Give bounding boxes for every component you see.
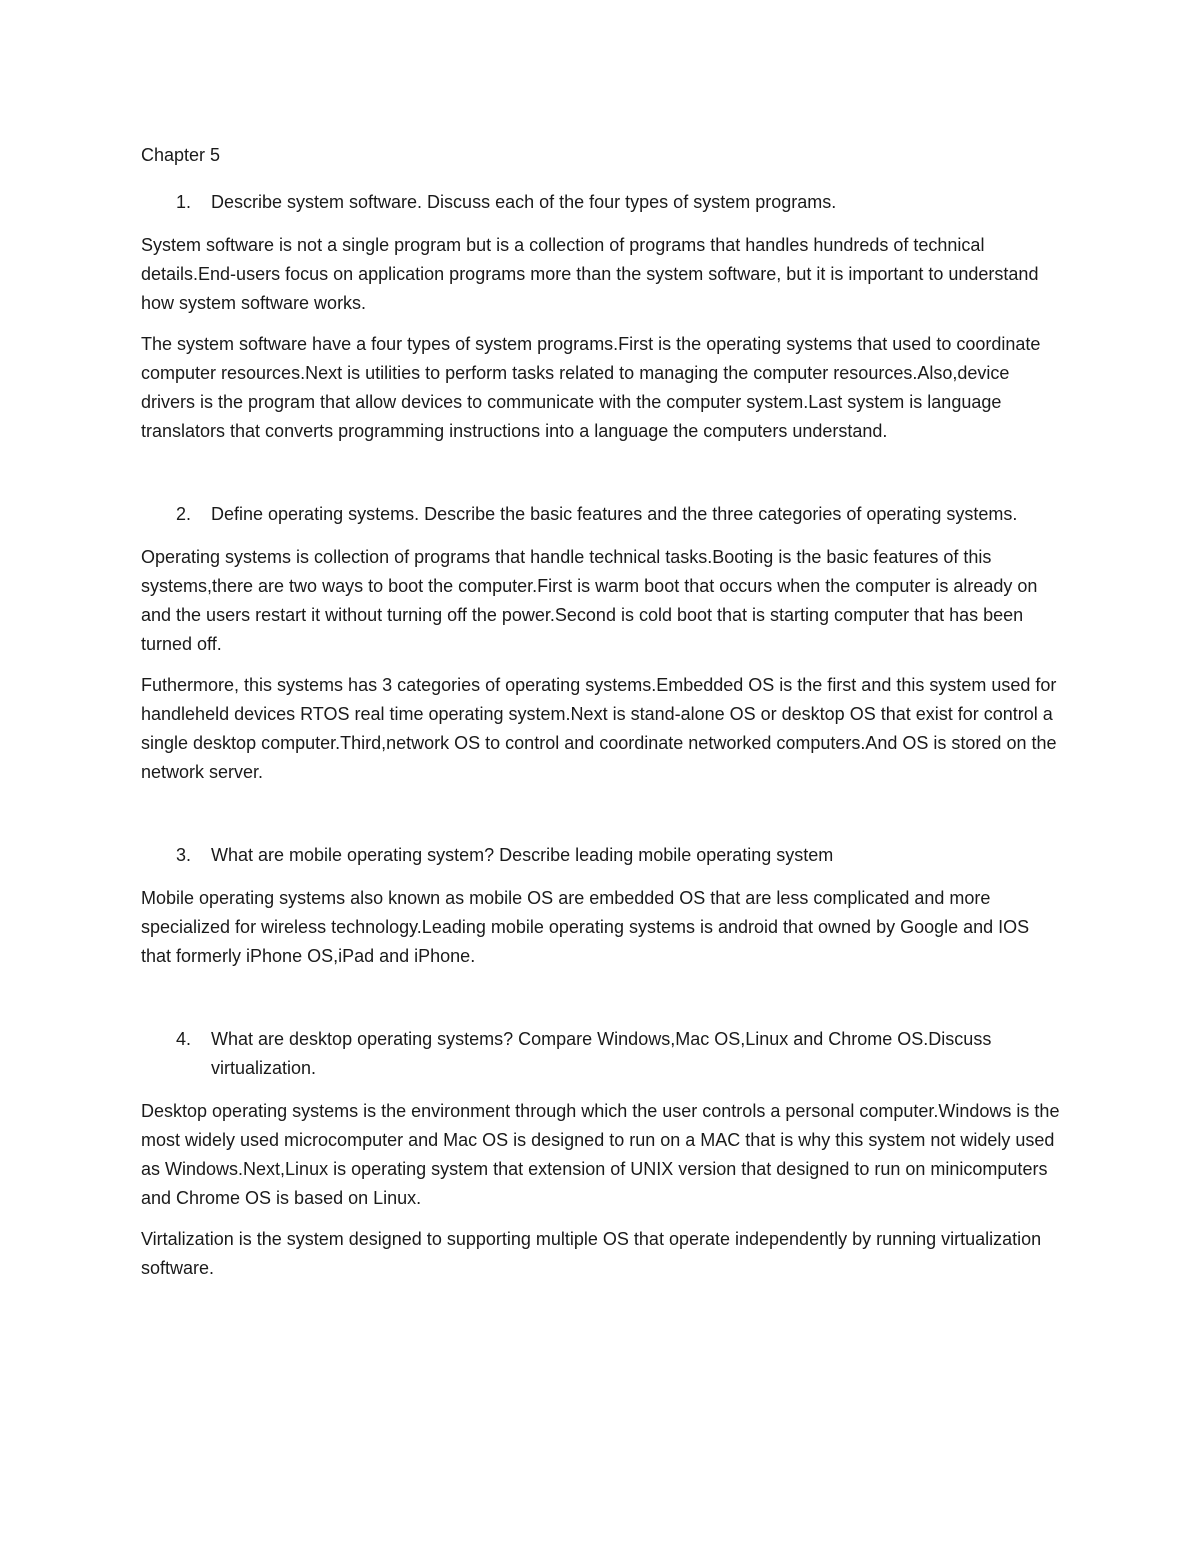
question-4 xyxy=(141,1025,1061,1083)
question-text: What are desktop operating systems? Compare Windows,Mac OS,Linux and Chrome OS.Discuss virtualization. xyxy=(211,1029,992,1078)
section-spacer xyxy=(141,458,1061,500)
section-4 xyxy=(141,1025,1061,1283)
answer-paragraph: The system software have a four types of system programs.First is the operating systems that used to coordinate computer resources.Next is utilities to perform tasks related to managing the computer resources.Also,device drivers is the program that allow devices to communicate with the computer system.Last system is language translators that converts programming instructions into a language the computers understand. xyxy=(141,334,1041,441)
question-number: 1. xyxy=(176,192,192,212)
answer-paragraph: Mobile operating systems also known as mobile OS are embedded OS that are less complicated and more specialized for wireless technology.Leading mobile operating systems is android that owned by Google and IOS that formerly iPhone OS,iPad and iPhone. xyxy=(141,888,1030,966)
question-text: What are mobile operating system? Describe leading mobile operating system xyxy=(211,845,834,865)
section-1 xyxy=(141,188,1061,446)
question-number: 3. xyxy=(176,845,192,865)
answer-paragraph: Futhermore, this systems has 3 categories of operating systems.Embedded OS is the first and this system used for handleheld devices RTOS real time operating system.Next is stand-alone OS or desktop OS that exist for control a single desktop computer.Third,network OS to control and coordinate networked computers.And OS is stored on the network server. xyxy=(141,675,1057,782)
question-number: 4. xyxy=(176,1029,192,1049)
answer-paragraph: System software is not a single program but is a collection of programs that handles hundreds of technical details.End-users focus on application programs more than the system software, but it is important to understand how system software works. xyxy=(141,235,1039,313)
answer-paragraph: Virtalization is the system designed to supporting multiple OS that operate independently by running virtualization software. xyxy=(141,1229,1042,1278)
question-text: Define operating systems. Describe the basic features and the three categories of operating systems. xyxy=(211,504,1018,524)
document-page xyxy=(141,141,1061,1295)
question-text: Describe system software. Discuss each of the four types of system programs. xyxy=(211,192,837,212)
answer-paragraph: Desktop operating systems is the environment through which the user controls a personal computer.Windows is the most widely used microcomputer and Mac OS is designed to run on a MAC that is why this system not widely used as Windows.Next,Linux is operating system that extension of UNIX version that designed to run on minicomputers and Chrome OS is based on Linux. xyxy=(141,1101,1060,1208)
section-2 xyxy=(141,500,1061,787)
section-spacer xyxy=(141,799,1061,841)
question-number: 2. xyxy=(176,504,192,524)
chapter-title: Chapter 5 xyxy=(141,145,221,165)
section-spacer xyxy=(141,983,1061,1025)
question-2 xyxy=(141,500,1061,529)
section-3 xyxy=(141,841,1061,971)
answer-paragraph: Operating systems is collection of programs that handle technical tasks.Booting is the basic features of this systems,there are two ways to boot the computer.First is warm boot that occurs when the computer is already on and the users restart it without turning off the power.Second is cold boot that is starting computer that has been turned off. xyxy=(141,547,1038,654)
question-1 xyxy=(141,188,1061,217)
question-3 xyxy=(141,841,1061,870)
